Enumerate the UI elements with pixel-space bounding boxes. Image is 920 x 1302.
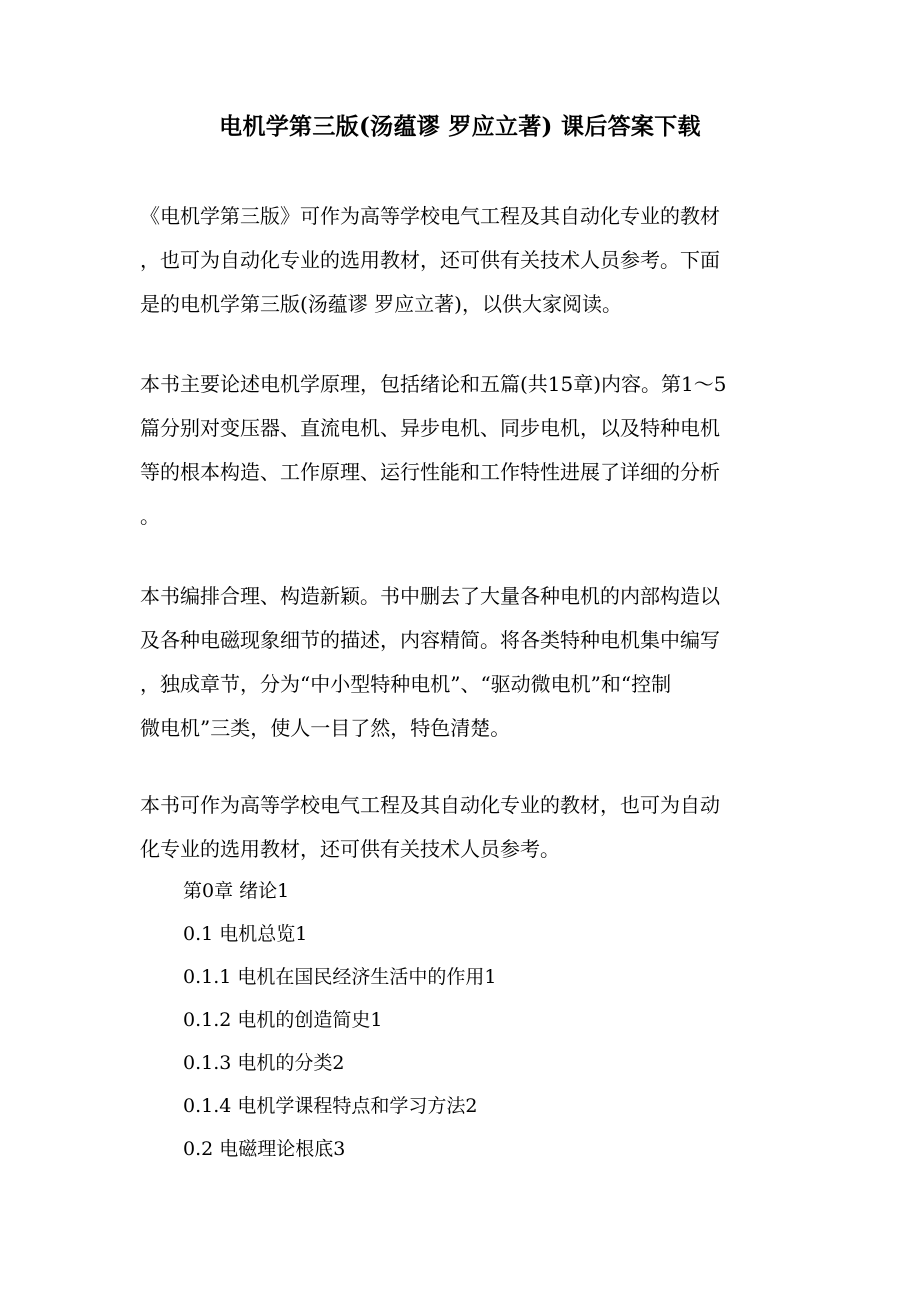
paragraph-line: 是的电机学第三版(汤蕴谬 罗应立著)，以供大家阅读。: [140, 292, 622, 316]
paragraph-structure: [140, 574, 780, 750]
paragraph-line: ，独成章节，分为“中小型特种电机”、“驱动微电机”和“控制: [140, 672, 672, 696]
paragraph-content: [140, 362, 780, 538]
document-title: 电机学第三版(汤蕴谬 罗应立著) 课后答案下载: [219, 113, 701, 140]
paragraph-line: 化专业的选用教材，还可供有关技术人员参考。: [140, 837, 560, 861]
table-of-contents: [183, 870, 783, 1171]
paragraph-line: 等的根本构造、工作原理、运行性能和工作特性进展了详细的分析: [140, 460, 720, 484]
paragraph-line: ，也可为自动化专业的选用教材，还可供有关技术人员参考。下面: [140, 248, 720, 272]
toc-item: 0.1.2 电机的创造简史1: [183, 1009, 383, 1031]
paragraph-line: 及各种电磁现象细节的描述，内容精简。将各类特种电机集中编写: [140, 628, 720, 652]
paragraph-line: 本书主要论述电机学原理，包括绪论和五篇(共15章)内容。第1～5: [140, 372, 727, 396]
toc-item: 第0章 绪论1: [183, 880, 290, 902]
paragraph-line: 本书可作为高等学校电气工程及其自动化专业的教材，也可为自动: [140, 793, 720, 817]
paragraph-line: 微电机”三类，使人一目了然，特色清楚。: [140, 716, 511, 740]
paragraph-line: 。: [140, 504, 160, 528]
toc-item: 0.1.4 电机学课程特点和学习方法2: [183, 1095, 478, 1117]
toc-item: 0.2 电磁理论根底3: [183, 1138, 346, 1160]
toc-item: 0.1.1 电机在国民经济生活中的作用1: [183, 966, 497, 988]
paragraph-audience: [140, 783, 780, 871]
paragraph-line: 《电机学第三版》可作为高等学校电气工程及其自动化专业的教材: [140, 204, 720, 228]
toc-item: 0.1 电机总览1: [183, 923, 308, 945]
paragraph-line: 篇分别对变压器、直流电机、异步电机、同步电机，以及特种电机: [140, 416, 720, 440]
paragraph-line: 本书编排合理、构造新颖。书中删去了大量各种电机的内部构造以: [140, 584, 720, 608]
toc-item: 0.1.3 电机的分类2: [183, 1052, 345, 1074]
paragraph-intro: [140, 194, 780, 326]
